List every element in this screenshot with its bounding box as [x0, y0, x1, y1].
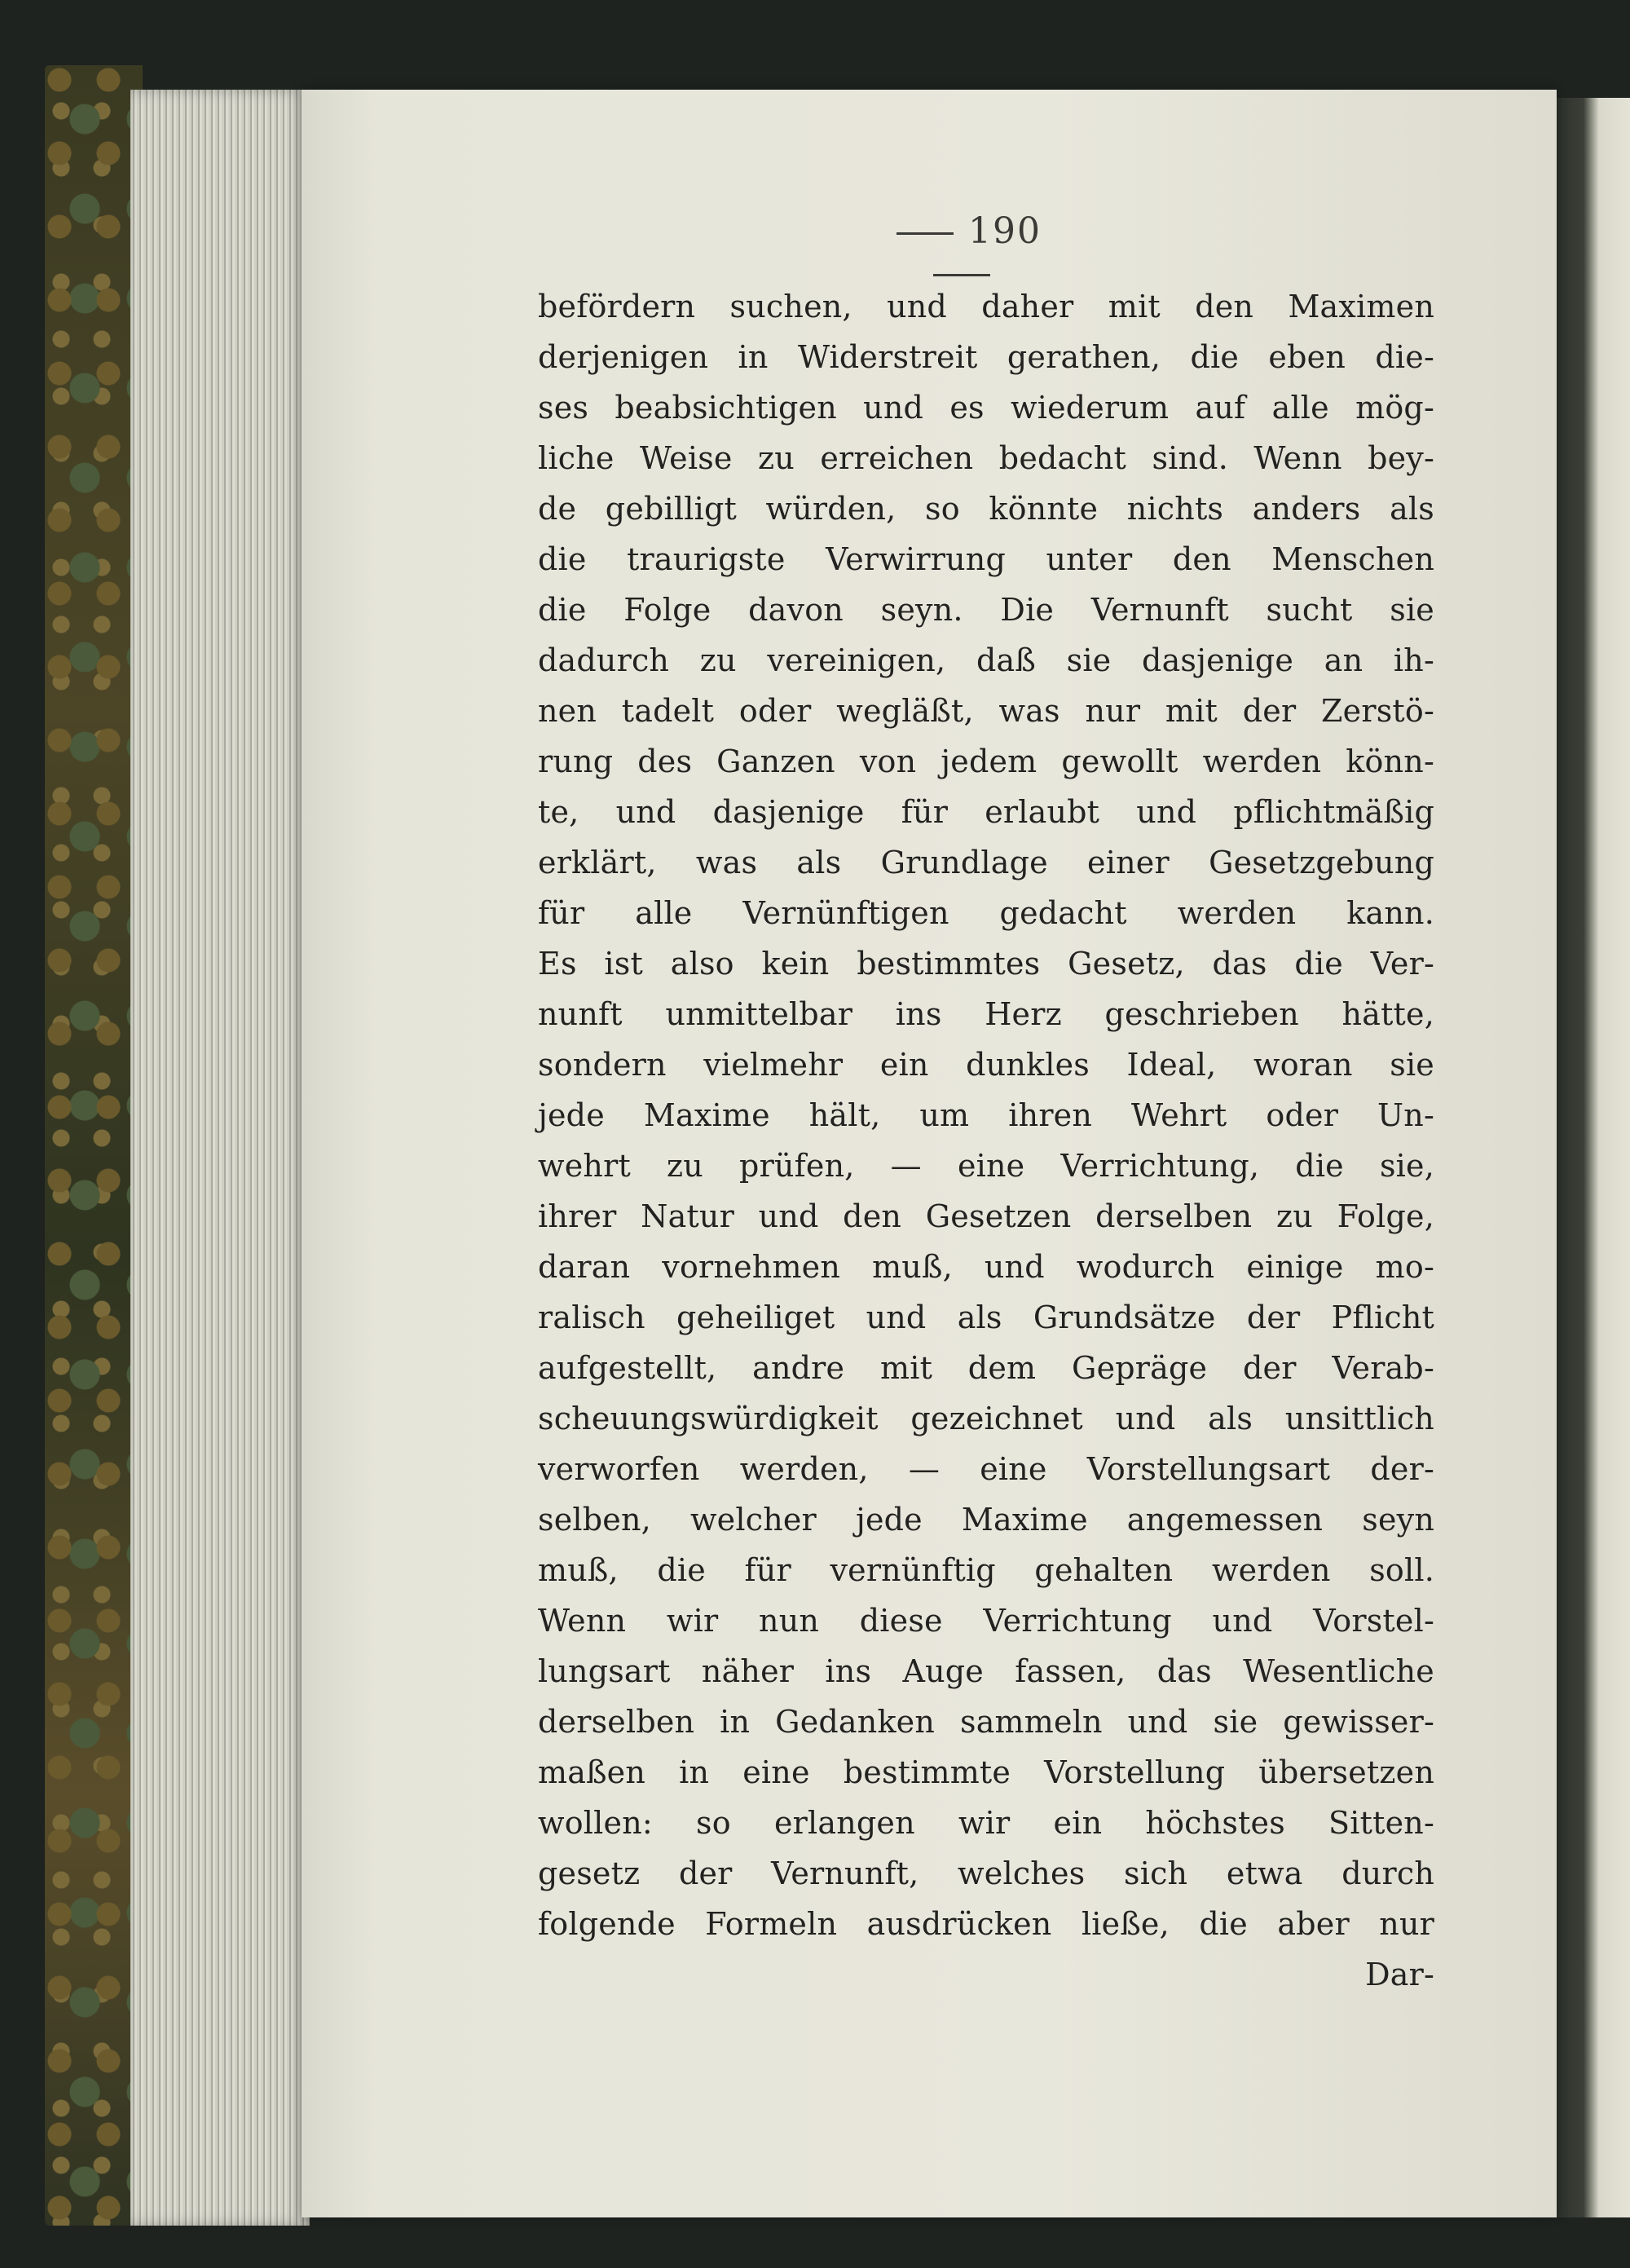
text-line: derjenigen in Widerstreit gerathen, die eben die- — [538, 339, 1434, 375]
text-line: maßen in eine bestimmte Vorstellung übersetzen — [538, 1754, 1434, 1790]
text-line: dadurch zu vereinigen, daß sie dasjenige an ih- — [538, 642, 1434, 678]
text-line: rung des Ganzen von jedem gewollt werden könn- — [538, 743, 1434, 779]
text-line: lungsart näher ins Auge fassen, das Wesentliche — [538, 1653, 1434, 1689]
text-line: ralisch geheiliget und als Grundsätze der Pflicht — [538, 1299, 1434, 1335]
text-line: aufgestellt, andre mit dem Gepräge der Verab- — [538, 1350, 1434, 1386]
text-line: daran vornehmen muß, und wodurch einige mo- — [538, 1249, 1434, 1285]
body-text — [538, 281, 1434, 2000]
facing-page-edge — [1553, 98, 1630, 2217]
text-line: wehrt zu prüfen, — eine Verrichtung, die sie, — [538, 1148, 1434, 1184]
text-line: ihrer Natur und den Gesetzen derselben zu Folge, — [538, 1198, 1434, 1234]
marbled-cover — [45, 65, 143, 2226]
text-line: gesetz der Vernunft, welches sich etwa durch — [538, 1855, 1434, 1891]
page-edges — [130, 90, 310, 2226]
text-line: befördern suchen, und daher mit den Maximen — [538, 289, 1434, 324]
text-line: verworfen werden, — eine Vorstellungsart der- — [538, 1451, 1434, 1487]
text-line: Wenn wir nun diese Verrichtung und Vorstel- — [538, 1603, 1434, 1639]
text-line: erklärt, was als Grundlage einer Gesetzgebung — [538, 845, 1434, 880]
text-line: selben, welcher jede Maxime angemessen seyn — [538, 1502, 1434, 1538]
catchword: Dar- — [1365, 1957, 1434, 1992]
text-line: derselben in Gedanken sammeln und sie gewisser- — [538, 1704, 1434, 1740]
page-number-value: 190 — [968, 210, 1042, 252]
text-line: die Folge davon seyn. Die Vernunft sucht sie — [538, 592, 1434, 628]
text-line: nunft unmittelbar ins Herz geschrieben hätte, — [538, 996, 1434, 1032]
text-line: sondern vielmehr ein dunkles Ideal, woran sie — [538, 1047, 1434, 1083]
text-line: ses beabsichtigen und es wiederum auf alle mög- — [538, 390, 1434, 426]
text-line: scheuungswürdigkeit gezeichnet und als unsittlich — [538, 1401, 1434, 1436]
dash-right — [933, 274, 990, 276]
text-line: te, und dasjenige für erlaubt und pflichtmäßig — [538, 794, 1434, 830]
text-line: Es ist also kein bestimmtes Gesetz, das die Ver- — [538, 946, 1434, 982]
text-line: für alle Vernünftigen gedacht werden kann. — [538, 895, 1434, 931]
text-line: wollen: so erlangen wir ein höchstes Sitten- — [538, 1805, 1434, 1841]
text-line: muß, die für vernünftig gehalten werden soll. — [538, 1552, 1434, 1588]
dash-left — [896, 232, 954, 235]
text-line: de gebilligt würden, so könnte nichts anders als — [538, 491, 1434, 527]
text-line: liche Weise zu erreichen bedacht sind. Wenn bey- — [538, 440, 1434, 476]
text-line: die traurigste Verwirrung unter den Menschen — [538, 541, 1434, 577]
text-line: nen tadelt oder wegläßt, was nur mit der Zerstö- — [538, 693, 1434, 729]
text-line: jede Maxime hält, um ihren Wehrt oder Un- — [538, 1097, 1434, 1133]
text-line: folgende Formeln ausdrücken ließe, die aber nur — [538, 1906, 1434, 1942]
